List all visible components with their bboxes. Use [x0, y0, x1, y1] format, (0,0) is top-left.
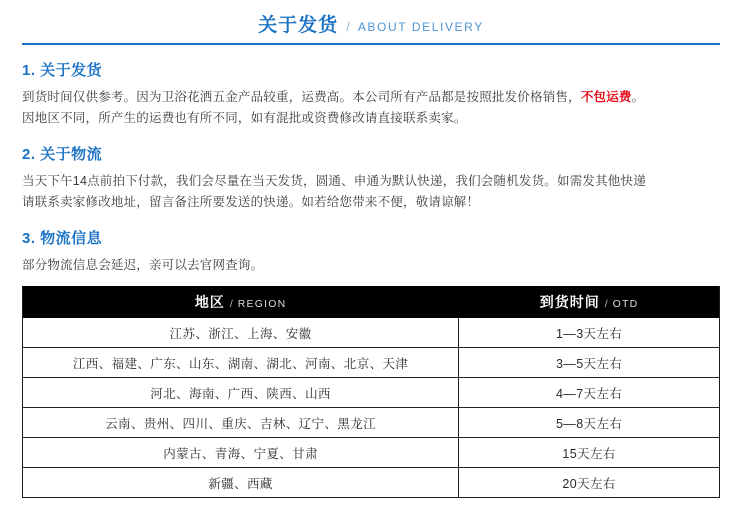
table-head [23, 286, 719, 318]
section-about-shipping [22, 59, 720, 129]
section-heading-3: 3. 物流信息 [22, 230, 103, 247]
cell-time: 1—3天左右 [555, 326, 623, 341]
page-title-cn: 关于发货 [258, 15, 339, 36]
section-1-line-1-text-b: 。 [631, 90, 645, 104]
cell-region: 江西、福建、广东、山东、湖南、湖北、河南、北京、天津 [23, 348, 459, 378]
section-heading-1: 1. 关于发货 [22, 62, 103, 79]
table-row [23, 318, 719, 348]
cell-region: 云南、贵州、四川、重庆、吉林、辽宁、黑龙江 [23, 408, 459, 438]
table-header-row [23, 286, 719, 318]
delivery-time-table [23, 286, 719, 497]
column-header-region [23, 286, 459, 318]
cell-time: 5—8天左右 [459, 408, 719, 438]
column-header-time-en: OTD [612, 298, 639, 310]
section-body-2 [22, 171, 720, 213]
section-2-line-2: 请联系卖家修改地址，留言备注所要发送的快递。如若给您带来不便，敬请谅解！ [22, 195, 480, 209]
cell-time: 3—5天左右 [459, 348, 719, 378]
cell-region: 河北、海南、广西、陕西、山西 [23, 378, 459, 408]
delivery-time-table-wrapper [22, 286, 720, 498]
cell-time: 15天左右 [459, 438, 719, 468]
section-1-line-1 [22, 87, 720, 108]
section-logistics-information [22, 227, 720, 276]
column-header-region-en: REGION [237, 298, 287, 310]
column-header-delivery-time [459, 286, 719, 318]
no-free-shipping-highlight: 不包运费 [580, 90, 632, 104]
section-1-line-1-text-a: 到货时间仅供参考。因为卫浴花洒五金产品较重，运费高。本公司所有产品都是按照批发价格销售， [22, 90, 581, 104]
cell-time: 20天左右 [459, 468, 719, 498]
header-separator: / [346, 19, 350, 34]
cell-region: 内蒙古、青海、宁夏、甘肃 [23, 438, 459, 468]
column-header-time-slash: / [604, 298, 609, 310]
section-body-1 [22, 87, 720, 129]
table-row [23, 438, 719, 468]
section-3-line-1: 部分物流信息会延迟，亲可以去官网查询。 [22, 258, 264, 272]
column-header-time-cn: 到货时间 [539, 294, 600, 310]
page-header [22, 0, 720, 45]
table-row [23, 408, 719, 438]
section-body-3 [22, 255, 720, 276]
page-title-en: ABOUT DELIVERY [357, 20, 484, 34]
cell-time: 4—7天左右 [459, 378, 719, 408]
section-1-line-2: 因地区不同，所产生的运费也有所不同，如有混批或资费修改请直接联系卖家。 [22, 111, 467, 125]
table-body [23, 318, 719, 497]
column-header-region-cn: 地区 [194, 294, 225, 310]
table-row [23, 378, 719, 408]
table-row [23, 348, 719, 378]
section-about-logistics [22, 143, 720, 213]
section-2-line-1: 当天下午14点前拍下付款，我们会尽量在当天发货，圆通、申通为默认快递，我们会随机发货。如需发其他快递 [22, 174, 646, 188]
section-heading-2: 2. 关于物流 [22, 146, 103, 163]
table-row [23, 468, 719, 498]
column-header-region-slash: / [229, 298, 234, 310]
cell-region: 新疆、西藏 [23, 468, 459, 498]
cell-region: 江苏、浙江、上海、安徽 [23, 318, 459, 348]
